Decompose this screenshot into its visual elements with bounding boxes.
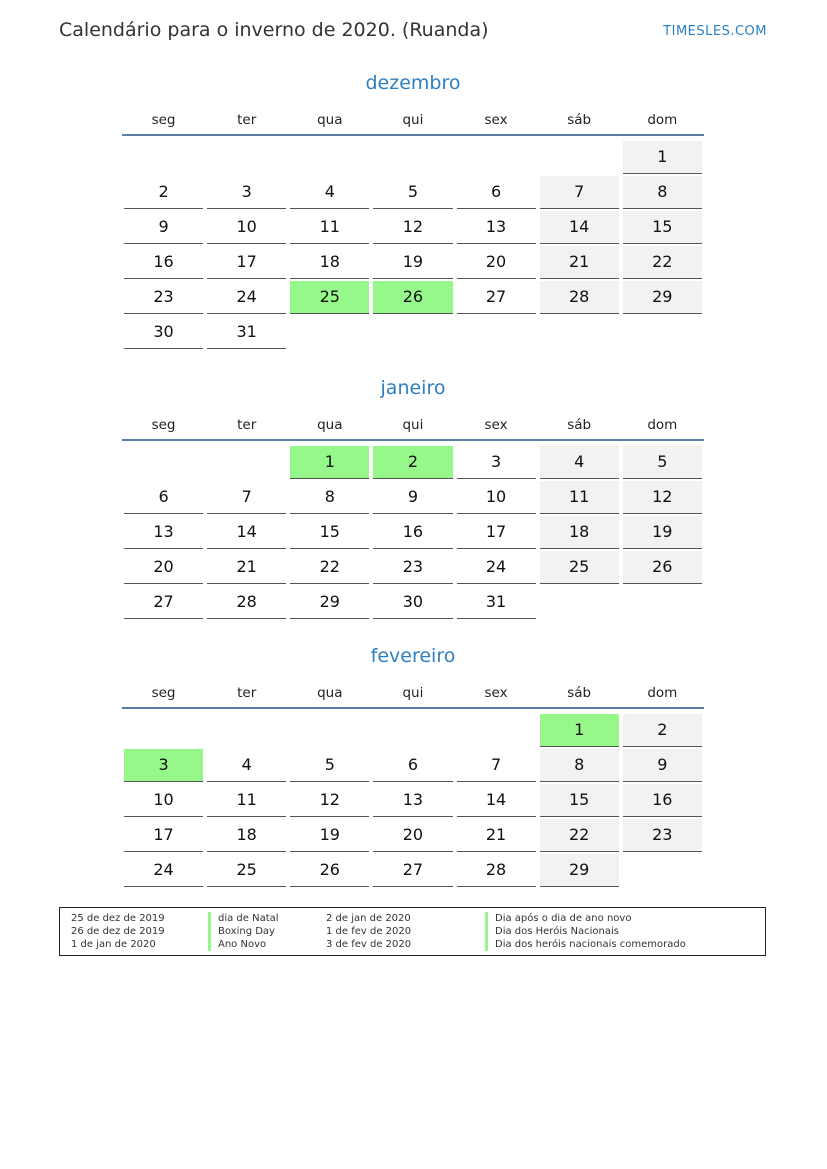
month-calendar-january: [122, 375, 704, 620]
day-number: 18: [319, 252, 340, 271]
day-number: 10: [153, 790, 174, 809]
day-number: 3: [490, 452, 502, 471]
day-number: 24: [153, 860, 174, 879]
weekday-label: ter: [237, 112, 257, 128]
day-cell: [290, 749, 369, 782]
day-number: 29: [652, 287, 673, 306]
day-number: 16: [153, 252, 174, 271]
day-cell: [540, 854, 619, 887]
day-cell: [373, 784, 452, 817]
day-number: 22: [569, 825, 590, 844]
day-number: 15: [569, 790, 590, 809]
weekday-label: seg: [151, 685, 176, 701]
day-cell: [207, 819, 286, 852]
holiday-day-cell: [373, 281, 452, 314]
day-number: 20: [485, 252, 507, 271]
day-number: 12: [319, 790, 340, 809]
weekday-label: sex: [484, 112, 508, 128]
day-number: 20: [153, 557, 174, 576]
day-number: 14: [569, 217, 590, 236]
day-cell: [457, 551, 536, 584]
day-cell: [457, 211, 536, 244]
day-cell: [540, 481, 619, 514]
day-number: 13: [485, 217, 507, 236]
day-number: 3: [158, 755, 169, 774]
day-number: 27: [485, 287, 507, 306]
page-title: Calendário para o inverno de 2020. (Ruanda): [59, 19, 489, 41]
holiday-day-cell: [290, 446, 369, 479]
day-cell: [457, 854, 536, 887]
day-number: 11: [319, 217, 340, 236]
day-number: 6: [158, 487, 169, 506]
day-number: 31: [236, 322, 257, 341]
day-cell: [124, 784, 203, 817]
day-number: 30: [402, 592, 424, 611]
day-number: 20: [402, 825, 424, 844]
empty-cell: [290, 714, 369, 747]
day-number: 10: [485, 487, 507, 506]
day-number: 18: [569, 522, 590, 541]
day-number: 21: [569, 252, 590, 271]
day-cell: [207, 246, 286, 279]
day-number: 22: [319, 557, 340, 576]
day-cell: [373, 176, 452, 209]
weekday-label: qui: [402, 685, 424, 701]
legend-date: 1 de jan de 2020: [71, 939, 156, 950]
day-cell: [207, 854, 286, 887]
weekday-label: sex: [484, 685, 508, 701]
day-cell: [124, 516, 203, 549]
day-number: 17: [153, 825, 174, 844]
weekday-label: qui: [402, 112, 424, 128]
legend-date: 3 de fev de 2020: [326, 939, 412, 950]
day-cell: [623, 481, 702, 514]
holiday-day-cell: [290, 281, 369, 314]
holiday-day-cell: [540, 714, 619, 747]
month-name: dezembro: [365, 72, 461, 94]
day-number: 5: [324, 755, 335, 774]
day-number: 28: [485, 860, 507, 879]
legend-holiday-name: Ano Novo: [208, 938, 266, 951]
day-cell: [124, 819, 203, 852]
day-number: 17: [236, 252, 257, 271]
day-number: 24: [236, 287, 257, 306]
day-cell: [540, 819, 619, 852]
weekday-header: [122, 679, 704, 709]
empty-cell: [124, 141, 203, 174]
day-cell: [207, 316, 286, 349]
empty-cell: [124, 714, 203, 747]
legend-date: 2 de jan de 2020: [326, 913, 411, 924]
day-cell: [457, 516, 536, 549]
weekday-label: qua: [317, 417, 343, 433]
day-number: 9: [158, 217, 169, 236]
day-number: 11: [569, 487, 590, 506]
day-cell: [373, 551, 452, 584]
day-number: 14: [236, 522, 257, 541]
day-cell: [457, 176, 536, 209]
day-cell: [623, 141, 702, 174]
weekday-label: sáb: [567, 685, 592, 701]
legend-holiday-name: dia de Natal: [208, 912, 279, 925]
day-cell: [623, 784, 702, 817]
day-number: 13: [153, 522, 174, 541]
day-number: 23: [402, 557, 424, 576]
day-number: 28: [569, 287, 590, 306]
day-number: 11: [236, 790, 257, 809]
day-number: 5: [657, 452, 668, 471]
day-number: 1: [574, 720, 585, 739]
day-number: 15: [652, 217, 673, 236]
day-number: 9: [407, 487, 419, 506]
day-cell: [373, 516, 452, 549]
day-cell: [373, 211, 452, 244]
weekday-label: sáb: [567, 112, 592, 128]
month-calendar-december: [122, 70, 704, 350]
weekday-label: ter: [237, 417, 257, 433]
day-cell: [124, 854, 203, 887]
day-number: 4: [241, 755, 252, 774]
legend-date: 26 de dez de 2019: [71, 926, 165, 937]
day-number: 7: [490, 755, 502, 774]
day-number: 2: [407, 452, 419, 471]
day-cell: [623, 551, 702, 584]
day-cell: [623, 714, 702, 747]
day-cell: [457, 246, 536, 279]
day-cell: [290, 784, 369, 817]
day-cell: [623, 246, 702, 279]
day-cell: [290, 854, 369, 887]
day-cell: [373, 749, 452, 782]
day-cell: [207, 211, 286, 244]
day-cell: [540, 516, 619, 549]
day-cell: [457, 784, 536, 817]
day-number: 12: [652, 487, 673, 506]
day-number: 6: [490, 182, 502, 201]
day-number: 16: [652, 790, 673, 809]
day-number: 7: [574, 182, 585, 201]
day-cell: [540, 551, 619, 584]
month-name: fevereiro: [370, 645, 456, 667]
day-number: 1: [324, 452, 335, 471]
day-cell: [373, 481, 452, 514]
holiday-legend: [59, 907, 766, 956]
empty-cell: [457, 714, 536, 747]
day-number: 25: [319, 287, 340, 306]
day-cell: [457, 481, 536, 514]
legend-holiday-name: Dia após o dia de ano novo: [485, 912, 631, 925]
day-cell: [207, 481, 286, 514]
day-number: 30: [153, 322, 174, 341]
month-name: janeiro: [380, 377, 446, 399]
day-number: 15: [319, 522, 340, 541]
day-cell: [540, 246, 619, 279]
day-number: 13: [402, 790, 424, 809]
day-cell: [124, 281, 203, 314]
day-cell: [207, 281, 286, 314]
day-number: 5: [407, 182, 419, 201]
day-number: 27: [153, 592, 174, 611]
weekday-label: seg: [151, 112, 176, 128]
legend-holiday-name: Boxing Day: [208, 925, 275, 938]
holiday-day-cell: [124, 749, 203, 782]
weekday-header: [122, 411, 704, 441]
empty-cell: [207, 446, 286, 479]
day-cell: [290, 551, 369, 584]
weekday-label: sex: [484, 417, 508, 433]
day-number: 18: [236, 825, 257, 844]
day-cell: [623, 176, 702, 209]
day-cell: [457, 281, 536, 314]
empty-cell: [457, 141, 536, 174]
day-cell: [290, 586, 369, 619]
empty-cell: [373, 141, 452, 174]
empty-cell: [540, 141, 619, 174]
day-cell: [457, 749, 536, 782]
day-cell: [207, 784, 286, 817]
day-number: 7: [241, 487, 252, 506]
day-cell: [373, 854, 452, 887]
day-cell: [124, 316, 203, 349]
weekday-label: qua: [317, 685, 343, 701]
days-grid: [122, 140, 704, 350]
day-number: 25: [236, 860, 257, 879]
day-cell: [623, 446, 702, 479]
weekday-label: dom: [647, 417, 678, 433]
legend-date: 1 de fev de 2020: [326, 926, 412, 937]
empty-cell: [290, 141, 369, 174]
month-calendar-february: [122, 643, 704, 888]
weekday-label: dom: [647, 112, 678, 128]
day-number: 8: [574, 755, 585, 774]
day-number: 23: [652, 825, 673, 844]
day-cell: [290, 481, 369, 514]
day-number: 8: [324, 487, 335, 506]
weekday-label: qui: [402, 417, 424, 433]
day-number: 31: [485, 592, 507, 611]
day-cell: [290, 246, 369, 279]
day-number: 26: [652, 557, 673, 576]
day-cell: [207, 176, 286, 209]
day-number: 2: [158, 182, 169, 201]
day-cell: [290, 819, 369, 852]
day-number: 9: [657, 755, 668, 774]
day-number: 10: [236, 217, 257, 236]
day-cell: [207, 516, 286, 549]
day-number: 4: [574, 452, 585, 471]
day-cell: [540, 749, 619, 782]
empty-cell: [124, 446, 203, 479]
day-number: 17: [485, 522, 507, 541]
day-cell: [623, 281, 702, 314]
day-cell: [623, 749, 702, 782]
day-number: 3: [241, 182, 252, 201]
day-number: 19: [319, 825, 340, 844]
day-cell: [373, 586, 452, 619]
day-cell: [207, 586, 286, 619]
day-number: 27: [402, 860, 424, 879]
day-number: 22: [652, 252, 673, 271]
day-cell: [623, 819, 702, 852]
day-cell: [290, 211, 369, 244]
legend-date: 25 de dez de 2019: [71, 913, 165, 924]
day-cell: [623, 211, 702, 244]
day-number: 26: [402, 287, 424, 306]
legend-holiday-name: Dia dos Heróis Nacionais: [485, 925, 619, 938]
day-cell: [373, 819, 452, 852]
day-cell: [457, 586, 536, 619]
day-cell: [207, 749, 286, 782]
day-cell: [540, 784, 619, 817]
day-number: 16: [402, 522, 424, 541]
day-number: 29: [319, 592, 340, 611]
day-cell: [540, 211, 619, 244]
day-number: 21: [236, 557, 257, 576]
empty-cell: [373, 714, 452, 747]
weekday-label: seg: [151, 417, 176, 433]
day-number: 6: [407, 755, 419, 774]
empty-cell: [207, 141, 286, 174]
day-number: 29: [569, 860, 590, 879]
day-number: 2: [657, 720, 668, 739]
day-number: 12: [402, 217, 424, 236]
day-cell: [124, 586, 203, 619]
day-number: 1: [657, 147, 668, 166]
weekday-label: sáb: [567, 417, 592, 433]
day-cell: [540, 281, 619, 314]
day-cell: [540, 176, 619, 209]
weekday-label: dom: [647, 685, 678, 701]
day-number: 8: [657, 182, 668, 201]
day-number: 19: [652, 522, 673, 541]
weekday-header: [122, 106, 704, 136]
day-cell: [290, 176, 369, 209]
day-cell: [124, 211, 203, 244]
day-number: 19: [402, 252, 424, 271]
day-number: 24: [485, 557, 507, 576]
day-number: 14: [485, 790, 507, 809]
day-cell: [124, 481, 203, 514]
empty-cell: [207, 714, 286, 747]
day-cell: [290, 516, 369, 549]
day-number: 23: [153, 287, 174, 306]
day-cell: [124, 176, 203, 209]
day-cell: [124, 551, 203, 584]
day-cell: [457, 819, 536, 852]
day-number: 4: [324, 182, 335, 201]
legend-holiday-name: Dia dos heróis nacionais comemorado: [485, 938, 686, 951]
day-number: 28: [236, 592, 257, 611]
days-grid: [122, 713, 704, 888]
day-cell: [207, 551, 286, 584]
day-cell: [457, 446, 536, 479]
brand-link[interactable]: TIMESLES.COM: [663, 24, 767, 39]
day-cell: [373, 246, 452, 279]
day-cell: [124, 246, 203, 279]
days-grid: [122, 445, 704, 620]
day-number: 26: [319, 860, 340, 879]
weekday-label: qua: [317, 112, 343, 128]
day-number: 25: [569, 557, 590, 576]
day-number: 21: [485, 825, 507, 844]
holiday-day-cell: [373, 446, 452, 479]
day-cell: [623, 516, 702, 549]
weekday-label: ter: [237, 685, 257, 701]
day-cell: [540, 446, 619, 479]
